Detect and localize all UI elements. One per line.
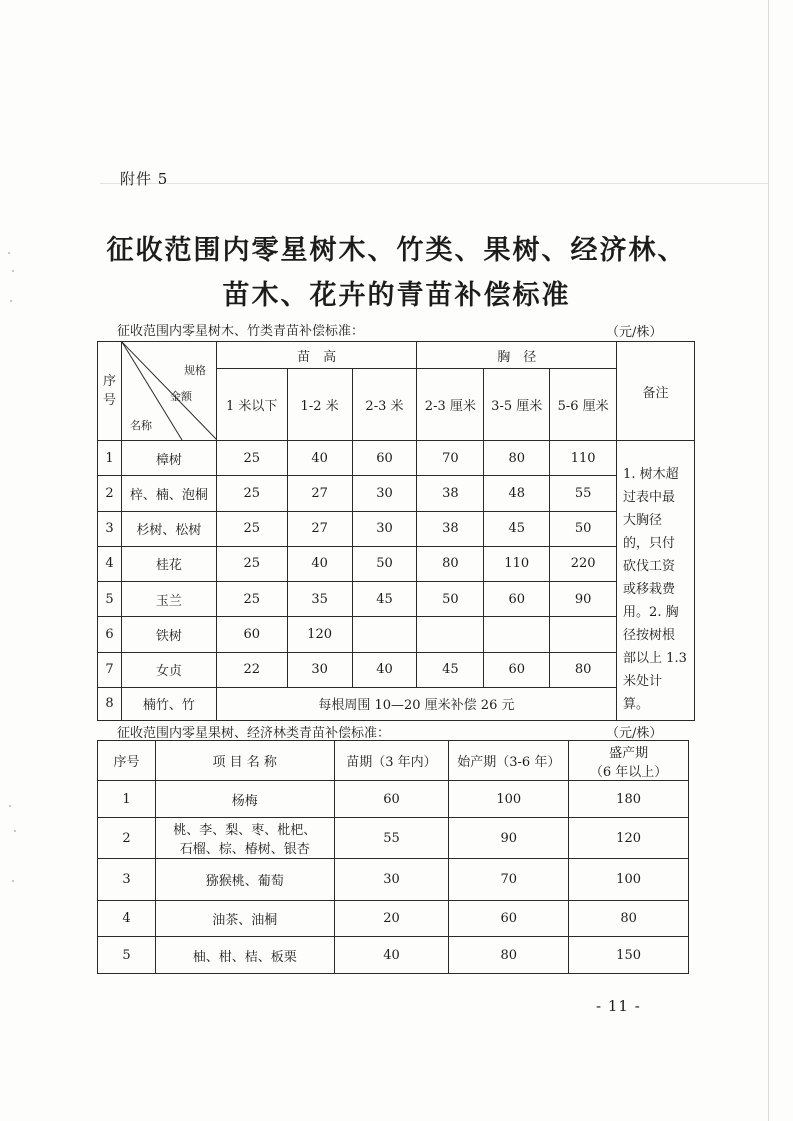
value-cell: 27 [287,476,352,511]
col-header: 2-3 米 [352,369,417,441]
diag-spec-label: 规格 [183,364,206,377]
attachment-label: 附件 5 [120,170,169,188]
seedling-height-group-header: 苗 高 [216,342,417,369]
seq-cell: 3 [98,859,156,901]
name-cell: 杉树、松树 [121,511,216,546]
value-cell [550,617,617,652]
item-name-header: 项 目 名 称 [155,741,334,781]
seedling-period-header: 苗期（3 年内） [334,741,449,781]
initial-production-header: 始产期（3-6 年） [449,741,569,781]
value-cell: 25 [216,582,287,617]
name-cell: 楠竹、竹 [121,687,216,720]
value-cell: 40 [287,441,352,476]
value-cell: 45 [352,582,417,617]
value-cell: 110 [550,441,617,476]
name-cell: 女贞 [121,652,216,687]
table-row [98,546,695,581]
name-line: 桃、李、梨、枣、枇杷、 [173,823,317,838]
trunk-diameter-group-header: 胸 径 [417,342,617,369]
diag-name-label: 名称 [129,419,152,432]
value-cell: 30 [352,476,417,511]
value-cell: 70 [449,859,569,901]
value-cell: 38 [417,511,484,546]
col-header: 2-3 厘米 [417,369,484,441]
table-row [98,617,695,652]
peak-production-header-line2: （6 年以上） [589,764,668,780]
name-cell: 猕猴桃、葡萄 [155,859,334,901]
value-cell: 20 [334,901,449,937]
diagonal-header-cell [121,342,216,441]
value-cell: 55 [334,818,449,859]
value-cell: 80 [550,652,617,687]
table-row [98,476,695,511]
seq-cell: 3 [98,511,122,546]
value-cell: 80 [449,937,569,974]
seq-cell: 2 [98,476,122,511]
name-cell: 油茶、油桐 [155,901,334,937]
seq-cell: 1 [98,441,122,476]
value-cell: 50 [417,582,484,617]
value-cell: 22 [216,652,287,687]
table-row [98,937,689,974]
table2-caption: 征收范围内零星果树、经济林类青苗补偿标准： [117,726,391,741]
name-cell: 桂花 [121,546,216,581]
remarks-header: 备注 [617,342,695,441]
name-cell: 梓、楠、泡桐 [121,476,216,511]
seq-cell: 5 [98,582,122,617]
diag-amount-label: 金额 [169,390,192,403]
scan-edge-line [768,0,769,1121]
page-number: - 11 - [596,997,641,1015]
value-cell: 120 [569,818,689,859]
table-row [98,901,689,937]
value-cell: 40 [334,937,449,974]
col-header: 3-5 厘米 [484,369,550,441]
scan-speck [14,830,16,832]
value-cell: 40 [287,546,352,581]
value-cell: 38 [417,476,484,511]
value-cell [417,617,484,652]
value-cell: 55 [550,476,617,511]
value-cell: 80 [569,901,689,937]
value-cell: 150 [569,937,689,974]
seq-cell: 1 [98,781,156,818]
fruit-tree-compensation-table [97,740,689,974]
name-cell: 铁树 [121,617,216,652]
seq-cell: 6 [98,617,122,652]
value-cell: 110 [484,546,550,581]
value-cell [484,617,550,652]
value-cell: 25 [216,546,287,581]
seq-cell: 7 [98,652,122,687]
value-cell: 220 [550,546,617,581]
peak-production-header [569,741,689,781]
table1-caption: 征收范围内零星树木、竹类青苗补偿标准： [117,324,365,339]
peak-production-header-line1: 盛产期 [609,745,649,761]
value-cell: 60 [216,617,287,652]
value-cell: 60 [484,582,550,617]
table-row [98,582,695,617]
name-cell: 柚、柑、桔、板栗 [155,937,334,974]
col-header: 5-6 厘米 [550,369,617,441]
value-cell: 180 [569,781,689,818]
seq-header: 序号 [98,342,122,441]
value-cell: 30 [352,511,417,546]
header-rule [100,183,768,184]
seq-cell: 5 [98,937,156,974]
table-row [98,859,689,901]
value-cell: 45 [484,511,550,546]
value-cell: 30 [334,859,449,901]
value-cell: 70 [417,441,484,476]
value-cell: 80 [484,441,550,476]
value-cell: 35 [287,582,352,617]
seq-header: 序号 [98,741,156,781]
value-cell: 60 [484,652,550,687]
table-row [98,818,689,859]
value-cell: 25 [216,511,287,546]
value-cell: 48 [484,476,550,511]
merged-value-cell: 每根周围 10—20 厘米补偿 26 元 [216,687,616,720]
document-title-line2: 苗木、花卉的青苗补偿标准 [222,280,571,311]
value-cell: 50 [352,546,417,581]
table2-unit: （元/株） [606,726,663,741]
seq-cell: 4 [98,901,156,937]
value-cell: 27 [287,511,352,546]
col-header: 1-2 米 [287,369,352,441]
value-cell: 40 [352,652,417,687]
value-cell: 30 [287,652,352,687]
value-cell: 80 [417,546,484,581]
table-row [98,687,695,720]
value-cell: 120 [287,617,352,652]
table-row [98,511,695,546]
tree-compensation-table [97,341,695,721]
name-cell [155,818,334,859]
table-row [98,652,695,687]
value-cell: 50 [550,511,617,546]
scan-speck [9,805,11,807]
col-header: 1 米以下 [216,369,287,441]
remarks-cell: 1. 树木超过表中最大胸径的，只付砍伐工资或移栽费用。2. 胸径按树根部以上 1.3 米处计算。 [617,441,695,721]
value-cell: 100 [569,859,689,901]
name-line: 石榴、棕、椿树、银杏 [179,842,310,857]
value-cell: 60 [352,441,417,476]
table-row [98,781,689,818]
name-cell: 玉兰 [121,582,216,617]
scan-speck [12,880,14,882]
seq-cell: 4 [98,546,122,581]
value-cell: 25 [216,476,287,511]
value-cell [352,617,417,652]
value-cell: 45 [417,652,484,687]
table-row [98,441,695,476]
seq-cell: 8 [98,687,122,720]
value-cell: 100 [449,781,569,818]
name-cell: 杨梅 [155,781,334,818]
seq-cell: 2 [98,818,156,859]
value-cell: 60 [334,781,449,818]
value-cell: 90 [449,818,569,859]
name-cell: 樟树 [121,441,216,476]
value-cell: 60 [449,901,569,937]
scan-speck [12,270,14,272]
document-title-line1: 征收范围内零星树木、竹类、果树、经济林、 [106,235,687,266]
value-cell: 25 [216,441,287,476]
value-cell: 90 [550,582,617,617]
table1-unit: （元/株） [606,325,663,340]
